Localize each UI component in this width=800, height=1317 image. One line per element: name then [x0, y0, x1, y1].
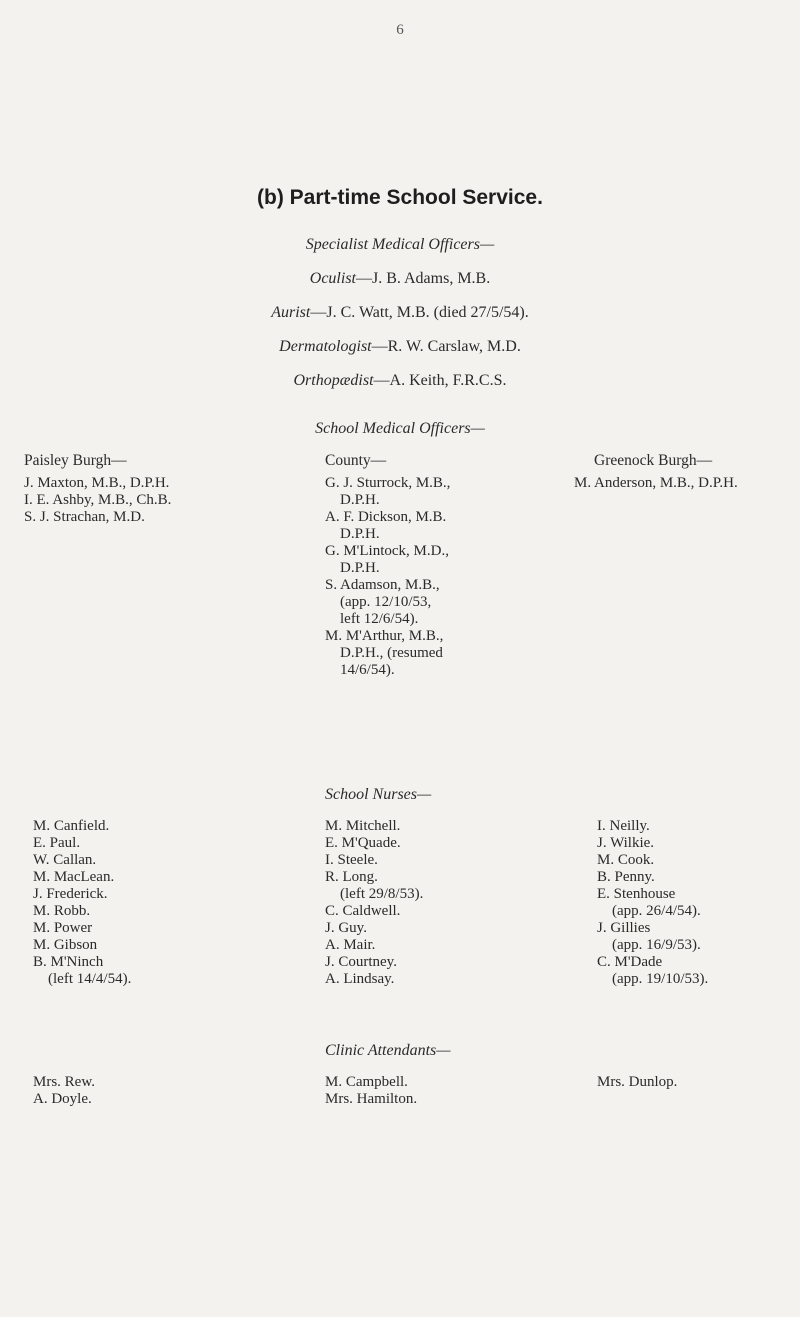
list-item: Mrs. Rew. — [33, 1074, 95, 1090]
list-item: (app. 16/9/53). — [612, 937, 701, 953]
list-item: E. M'Quade. — [325, 835, 401, 851]
dermatologist-role: Dermatologist — [279, 338, 372, 355]
list-item: S. Adamson, M.B., — [325, 577, 440, 593]
list-item: left 12/6/54). — [340, 611, 419, 627]
list-item: M. Anderson, M.B., D.P.H. — [574, 475, 738, 491]
list-item: J. Wilkie. — [597, 835, 655, 851]
list-item: Mrs. Dunlop. — [597, 1074, 678, 1090]
greenock-heading: Greenock Burgh— — [594, 452, 713, 469]
list-item: J. Frederick. — [33, 886, 108, 902]
page-number: 6 — [396, 22, 404, 38]
list-item: A. F. Dickson, M.B. — [325, 509, 447, 525]
list-item: C. M'Dade — [597, 954, 663, 970]
section-heading: (b) Part-time School Service. — [257, 186, 543, 209]
orthopaedist-name: —A. Keith, F.R.C.S. — [373, 372, 507, 389]
school-nurses-title: School Nurses— — [325, 786, 432, 803]
list-item: G. J. Sturrock, M.B., — [325, 475, 451, 491]
list-item: B. M'Ninch — [33, 954, 104, 970]
list-item: M. Mitchell. — [325, 818, 401, 834]
list-item: M. Gibson — [33, 937, 98, 953]
oculist-role: Oculist — [309, 270, 356, 287]
list-item: I. Neilly. — [597, 818, 650, 834]
list-item: M. Campbell. — [325, 1074, 408, 1090]
list-item: A. Lindsay. — [325, 971, 395, 987]
list-item: D.P.H., (resumed — [340, 645, 443, 661]
list-item: (app. 19/10/53). — [612, 971, 709, 987]
specialists-title: Specialist Medical Officers— — [305, 236, 495, 253]
nurses-column-3 — [597, 818, 708, 988]
nurses-column-1 — [33, 818, 131, 988]
list-item: I. E. Ashby, M.B., Ch.B. — [24, 492, 172, 508]
list-item: A. Doyle. — [33, 1091, 92, 1107]
county-heading: County— — [325, 452, 387, 469]
oculist-line — [0, 270, 800, 288]
list-item: D.P.H. — [340, 526, 380, 542]
aurist-line — [0, 304, 800, 322]
attendants-column-2 — [325, 1074, 417, 1108]
school-medical-officers-title: School Medical Officers— — [315, 420, 485, 437]
list-item: M. Cook. — [597, 852, 655, 868]
list-item: (app. 26/4/54). — [612, 903, 701, 919]
list-item: C. Caldwell. — [325, 903, 401, 919]
clinic-attendants-title: Clinic Attendants— — [325, 1042, 451, 1059]
list-item: J. Guy. — [325, 920, 367, 936]
county-column — [325, 452, 450, 679]
paisley-heading: Paisley Burgh— — [24, 452, 127, 469]
list-item: A. Mair. — [325, 937, 376, 953]
list-item: B. Penny. — [597, 869, 655, 885]
list-item: W. Callan. — [33, 852, 97, 868]
list-item: (left 29/8/53). — [340, 886, 424, 902]
list-item: I. Steele. — [325, 852, 378, 868]
greenock-burgh-column — [574, 452, 738, 492]
list-item: M. Canfield. — [33, 818, 110, 834]
list-item: M. Power — [33, 920, 93, 936]
list-item: E. Stenhouse — [597, 886, 676, 902]
list-item: J. Maxton, M.B., D.P.H. — [24, 475, 170, 491]
list-item: J. Gillies — [597, 920, 651, 936]
list-item: G. M'Lintock, M.D., — [325, 543, 449, 559]
nurses-column-2 — [325, 818, 423, 988]
list-item: (left 14/4/54). — [48, 971, 132, 987]
orthopaedist-line — [0, 372, 800, 390]
list-item: M. Robb. — [33, 903, 91, 919]
dermatologist-line — [0, 338, 800, 356]
orthopaedist-role: Orthopædist — [293, 372, 374, 389]
list-item: D.P.H. — [340, 492, 380, 508]
list-item: E. Paul. — [33, 835, 81, 851]
list-item: (app. 12/10/53, — [340, 594, 432, 610]
list-item: Mrs. Hamilton. — [325, 1091, 418, 1107]
list-item: M. MacLean. — [33, 869, 115, 885]
paisley-burgh-column — [24, 452, 171, 526]
list-item: D.P.H. — [340, 560, 380, 576]
attendants-column-1 — [33, 1074, 95, 1108]
aurist-name: —J. C. Watt, M.B. (died 27/5/54). — [310, 304, 529, 321]
list-item: S. J. Strachan, M.D. — [24, 509, 145, 525]
list-item: R. Long. — [325, 869, 378, 885]
aurist-role: Aurist — [271, 304, 311, 321]
oculist-name: —J. B. Adams, M.B. — [355, 270, 491, 287]
list-item: J. Courtney. — [325, 954, 397, 970]
dermatologist-name: —R. W. Carslaw, M.D. — [371, 338, 521, 355]
attendants-column-3 — [597, 1074, 677, 1091]
list-item: 14/6/54). — [340, 662, 395, 678]
list-item: M. M'Arthur, M.B., — [325, 628, 444, 644]
